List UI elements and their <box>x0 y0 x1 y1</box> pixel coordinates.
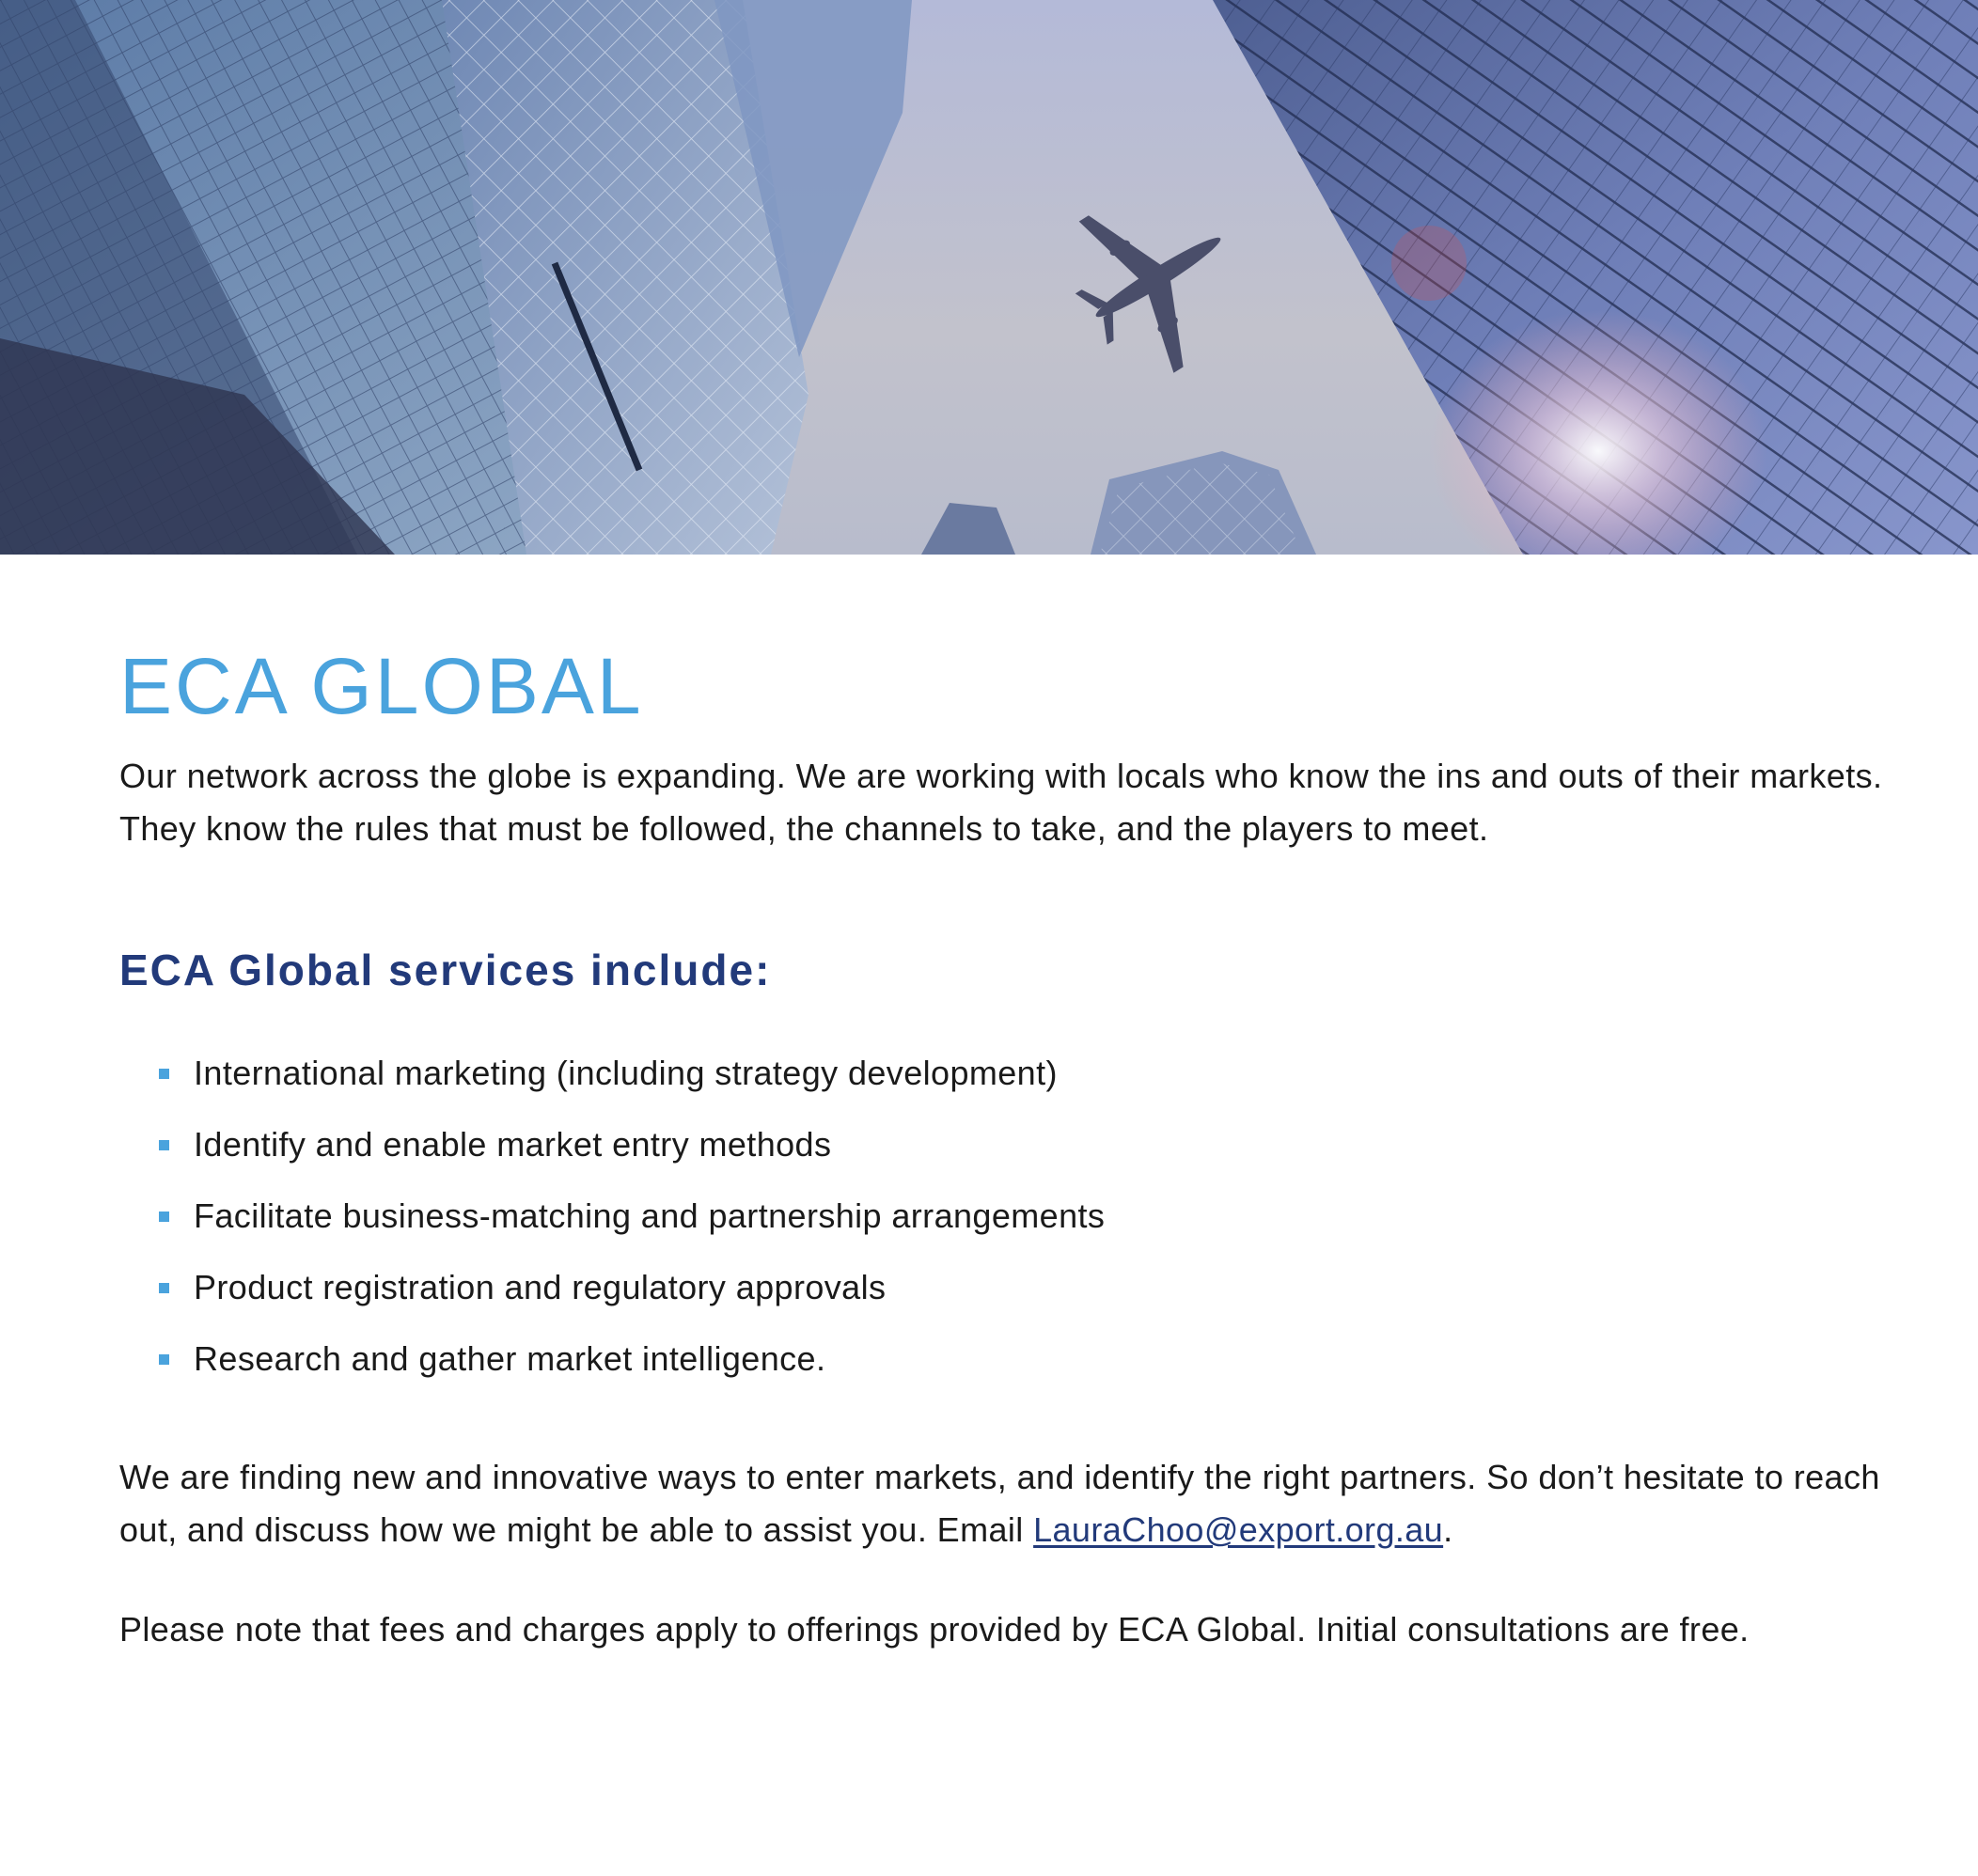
services-heading: ECA Global services include: <box>119 946 772 994</box>
email-link[interactable]: LauraChoo@export.org.au <box>1033 1510 1444 1549</box>
main-content <box>119 639 1887 1656</box>
list-item-text: Research and gather market intelligence. <box>194 1339 826 1378</box>
square-bullet-icon <box>159 1140 169 1150</box>
list-item-text: Product registration and regulatory approvals <box>194 1268 887 1306</box>
contact-paragraph <box>119 1451 1887 1556</box>
list-item-text: Facilitate business-matching and partnership arrangements <box>194 1196 1106 1235</box>
list-item <box>159 1180 1887 1252</box>
list-item <box>159 1109 1887 1180</box>
list-item <box>159 1038 1887 1109</box>
contact-period: . <box>1443 1510 1453 1549</box>
list-item <box>159 1323 1887 1395</box>
list-item <box>159 1252 1887 1323</box>
page-title: ECA GLOBAL <box>119 642 644 730</box>
square-bullet-icon <box>159 1354 169 1365</box>
list-item-text: International marketing (including strategy development) <box>194 1054 1058 1092</box>
square-bullet-icon <box>159 1212 169 1222</box>
services-list <box>119 1038 1887 1395</box>
square-bullet-icon <box>159 1069 169 1079</box>
square-bullet-icon <box>159 1283 169 1293</box>
intro-paragraph: Our network across the globe is expanding. We are working with locals who know the ins and outs of their markets. They know the rules that must be followed, the channels to take, and the players to meet. <box>119 757 1883 848</box>
list-item-text: Identify and enable market entry methods <box>194 1125 832 1164</box>
hero-image <box>0 0 1978 555</box>
fees-note: Please note that fees and charges apply to offerings provided by ECA Global. Initial consultations are free. <box>119 1610 1750 1649</box>
contact-text: We are finding new and innovative ways to enter markets, and identify the right partners. So don’t hesitate to reach out, and discuss how we might be able to assist you. Email <box>119 1458 1880 1549</box>
